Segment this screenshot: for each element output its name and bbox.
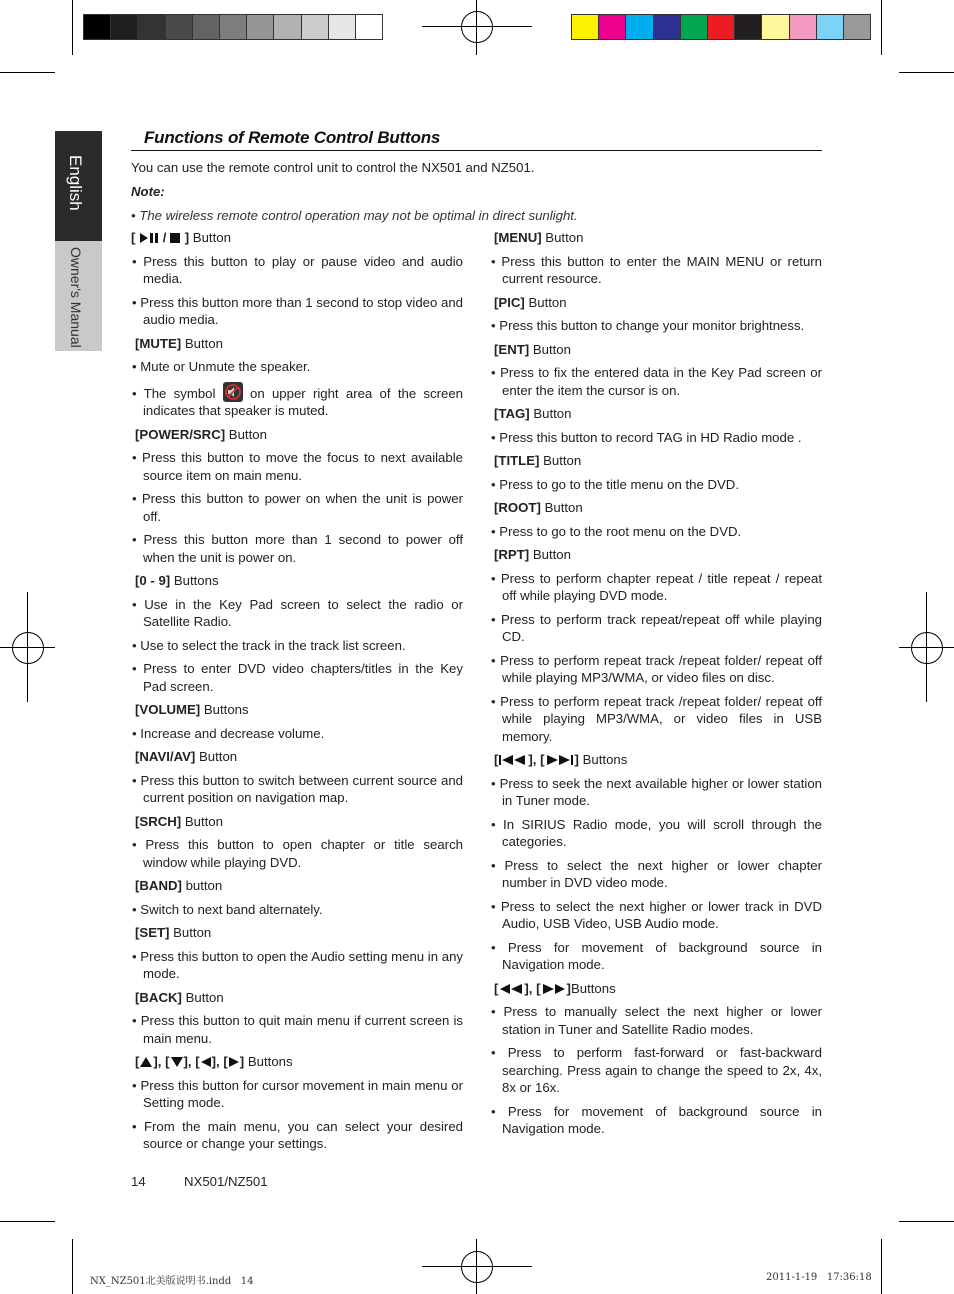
power-bullet-2: • Press this button to power on when the unit is power off.: [132, 491, 463, 524]
skip-bullet-4: • Press to select the next higher or lower track in DVD Audio, USB Video, USB Audio mode.: [491, 898, 822, 931]
ent-key: [ENT]: [494, 341, 530, 357]
pic-key: [PIC]: [494, 294, 525, 310]
digits-bullet-3: • Press to enter DVD video chapters/titles in the Key Pad screen.: [132, 661, 463, 694]
left-column: [131, 229, 463, 1153]
play-bullet-1: • Press this button to play or pause video and audio media.: [132, 253, 463, 286]
graybar-swatch: [165, 14, 193, 40]
skip-bullet-1: • Press to seek the next available higher or lower station in Tuner mode.: [491, 775, 822, 808]
manual-tab: [55, 241, 102, 351]
colorbar-swatch: [680, 14, 708, 40]
back-key: [BACK]: [135, 989, 182, 1005]
title-suffix: Button: [543, 453, 582, 468]
power-bullet-3: • Press this button more than 1 second to power off when the unit is power on.: [132, 532, 463, 565]
rpt-bullet-1: • Press to perform chapter repeat / title repeat / repeat off while playing DVD mode.: [491, 570, 822, 603]
speaker-muted-icon: [223, 382, 243, 402]
rpt-key: [RPT]: [494, 547, 530, 562]
play-stop-heading: [ / ] Button: [131, 230, 231, 245]
back-heading: [131, 989, 463, 1007]
power-key: [POWER/SRC]: [135, 426, 226, 442]
graybar-swatch: [137, 14, 165, 40]
rewind-icon: [498, 983, 524, 995]
digits-bullet-1: • Use in the Key Pad screen to select the radio or Satellite Radio.: [132, 596, 463, 629]
left-arrow-icon: [200, 1056, 212, 1068]
colorbar-swatch: [789, 14, 817, 40]
section-title: Functions of Remote Control Buttons: [144, 128, 441, 147]
navi-suffix: Button: [199, 749, 238, 764]
band-key: [BAND]: [135, 878, 182, 893]
skip-suffix: Buttons: [582, 752, 628, 767]
graybar-swatch: [192, 14, 220, 40]
previous-track-icon: [498, 754, 528, 766]
skip-bullet-3: • Press to select the next higher or lower chapter number in DVD video mode.: [491, 857, 822, 890]
back-suffix: Button: [185, 989, 224, 1005]
volume-bullet-1: • Increase and decrease volume.: [132, 725, 325, 741]
language-tab: [55, 131, 102, 241]
rpt-bullet-4: • Press to perform repeat track /repeat folder/ repeat off while playing MP3/WMA, or video files in USB memory.: [491, 693, 822, 744]
root-suffix: Button: [544, 500, 583, 515]
skip-bullet-2: • In SIRIUS Radio mode, you will scroll through the categories.: [491, 816, 822, 849]
power-suffix: Button: [228, 426, 267, 442]
colorbar-swatch: [625, 14, 653, 40]
mute-bullet-2: [131, 382, 463, 420]
mute-bullet-2-pre: • The symbol: [132, 385, 216, 401]
pic-bullet-1: • Press this button to change your monitor brightness.: [491, 318, 805, 333]
ff-bullet-1: • Press to manually select the next higher or lower station in Tuner and Satellite Radio modes.: [491, 1004, 822, 1037]
slug-filename: NX_NZ501北美版说明书.indd 14: [90, 1276, 254, 1287]
back-bullet-1: • Press this button to quit main menu if current screen is main menu.: [132, 1013, 463, 1046]
digits-suffix: Buttons: [173, 573, 219, 588]
root-bullet-1: • Press to go to the root menu on the DVD.: [491, 523, 742, 539]
arrows-bullet-1: • Press this button for cursor movement in main menu or Setting mode.: [132, 1077, 463, 1110]
stop-icon: [170, 232, 181, 244]
root-key: [ROOT]: [494, 500, 541, 515]
colorbar-swatch: [734, 14, 762, 40]
graybar-swatch: [219, 14, 247, 40]
arrows-bullet-2: • From the main menu, you can select your desired source or change your settings.: [132, 1118, 463, 1151]
colorbar-swatch: [816, 14, 844, 40]
rpt-suffix: Button: [532, 547, 571, 562]
page-number: 14: [131, 1174, 146, 1189]
colorbar-swatch: [707, 14, 735, 40]
set-key: [SET]: [135, 925, 170, 940]
tag-heading: [490, 405, 822, 423]
slug-datetime: 2011-1-19 17:36:18: [766, 1272, 872, 1283]
registration-mark-right: [911, 632, 943, 664]
band-bullet-1: • Switch to next band alternately.: [132, 901, 323, 917]
menu-key: [MENU]: [494, 230, 542, 245]
title-divider: [131, 150, 822, 151]
set-bullet-1: • Press this button to open the Audio setting menu in any mode.: [132, 948, 463, 981]
fast-forward-icon: [541, 983, 567, 995]
colorbar-swatch: [653, 14, 681, 40]
graybar-swatch: [355, 14, 383, 40]
digits-heading: [131, 572, 463, 590]
navi-key: [NAVI/AV]: [135, 749, 196, 764]
set-suffix: Button: [173, 925, 212, 940]
volume-heading: [131, 701, 463, 719]
mute-heading: [131, 335, 463, 353]
power-bullet-1: • Press this button to move the focus to next available source item on main menu.: [132, 450, 463, 483]
skip-bullet-5: • Press for movement of background source in Navigation mode.: [491, 939, 822, 972]
intro-text: You can use the remote control unit to control the NX501 and NZ501.: [131, 160, 535, 175]
mute-bullet-1: • Mute or Unmute the speaker.: [132, 359, 311, 374]
ff-heading: [ ], [ ]Buttons: [494, 980, 616, 996]
title-key: [TITLE]: [494, 453, 540, 468]
graybar-swatch: [83, 14, 111, 40]
skip-heading: [ ], [ ] Buttons: [494, 752, 628, 767]
navi-bullet-1: • Press this button to switch between current source and current position on navigation map.: [132, 772, 463, 805]
set-heading: [131, 924, 463, 942]
root-heading: [490, 499, 822, 517]
arrows-suffix: Buttons: [247, 1054, 293, 1069]
ent-bullet-1: • Press to fix the entered data in the Key Pad screen or enter the item the cursor is on.: [491, 365, 822, 398]
registration-mark-left: [12, 632, 44, 664]
right-column: [490, 229, 822, 1138]
pic-suffix: Button: [528, 294, 567, 310]
tag-suffix: Button: [533, 406, 572, 421]
graybar-swatch: [273, 14, 301, 40]
colorbar-swatch: [598, 14, 626, 40]
digits-bullet-2: • Use to select the track in the track list screen.: [132, 637, 406, 653]
mute-key: [MUTE]: [135, 335, 182, 351]
band-suffix: button: [185, 878, 223, 893]
next-track-icon: [545, 754, 575, 766]
menu-suffix: Button: [545, 230, 584, 245]
srch-bullet-1: • Press this button to open chapter or title search window while playing DVD.: [132, 837, 463, 870]
registration-mark-bottom: [461, 1251, 493, 1283]
colorbar-swatch: [761, 14, 789, 40]
tag-bullet-1: • Press this button to record TAG in HD Radio mode .: [491, 429, 802, 445]
ent-heading: [490, 341, 822, 359]
srch-key: [SRCH]: [135, 813, 182, 829]
menu-heading: [490, 229, 822, 247]
colorbar-swatch: [571, 14, 599, 40]
play-bullet-2: • Press this button more than 1 second to stop video and audio media.: [132, 294, 463, 327]
volume-key: [VOLUME]: [135, 702, 201, 717]
band-heading: [131, 877, 463, 895]
registration-mark-top: [461, 11, 493, 43]
srch-heading: [131, 813, 463, 831]
volume-suffix: Buttons: [203, 702, 249, 717]
model-name: NX501/NZ501: [184, 1174, 268, 1189]
manual-label: Owner's Manual: [68, 247, 84, 348]
up-arrow-icon: [139, 1056, 153, 1068]
title-heading: [490, 452, 822, 470]
title-bullet-1: • Press to go to the title menu on the DVD.: [491, 476, 739, 492]
ff-bullet-2: • Press to perform fast-forward or fast-backward searching. Press again to change the speed to 2x, 4x, 8x or 16x.: [491, 1045, 822, 1095]
tag-key: [TAG]: [494, 406, 530, 421]
digits-key: [0 - 9]: [135, 573, 171, 588]
menu-bullet-1: • Press this button to enter the MAIN MENU or return current resource.: [491, 253, 822, 286]
power-heading: [131, 426, 463, 444]
language-label: English: [66, 155, 85, 211]
colorbar-swatch: [843, 14, 871, 40]
ff-suffix: Buttons: [570, 980, 616, 996]
mute-bullet-2-post: on upper right area of the screen indicates that speaker is muted.: [143, 385, 464, 418]
ff-bullet-3: • Press for movement of background source in Navigation mode.: [491, 1103, 822, 1136]
note-text: • The wireless remote control operation may not be optimal in direct sunlight.: [131, 208, 578, 223]
rpt-bullet-3: • Press to perform repeat track /repeat folder/ repeat off while playing MP3/WMA, or video files on disc.: [491, 652, 822, 685]
mute-suffix: Button: [184, 335, 223, 351]
graybar-swatch: [110, 14, 138, 40]
ent-suffix: Button: [532, 341, 571, 357]
play-stop-suffix: Button: [192, 230, 231, 245]
srch-suffix: Button: [184, 813, 223, 829]
rpt-heading: [490, 546, 822, 564]
right-arrow-icon: [228, 1056, 240, 1068]
graybar-swatch: [301, 14, 329, 40]
arrows-heading: [ ], [ ], [ ], [ ] Buttons: [135, 1054, 293, 1069]
down-arrow-icon: [170, 1056, 184, 1068]
play-pause-icon: [139, 232, 159, 244]
note-label: Note:: [131, 184, 165, 199]
graybar-swatch: [328, 14, 356, 40]
pic-heading: [490, 294, 822, 312]
graybar-swatch: [246, 14, 274, 40]
navi-heading: [131, 748, 463, 766]
rpt-bullet-2: • Press to perform track repeat/repeat off while playing CD.: [491, 611, 822, 644]
